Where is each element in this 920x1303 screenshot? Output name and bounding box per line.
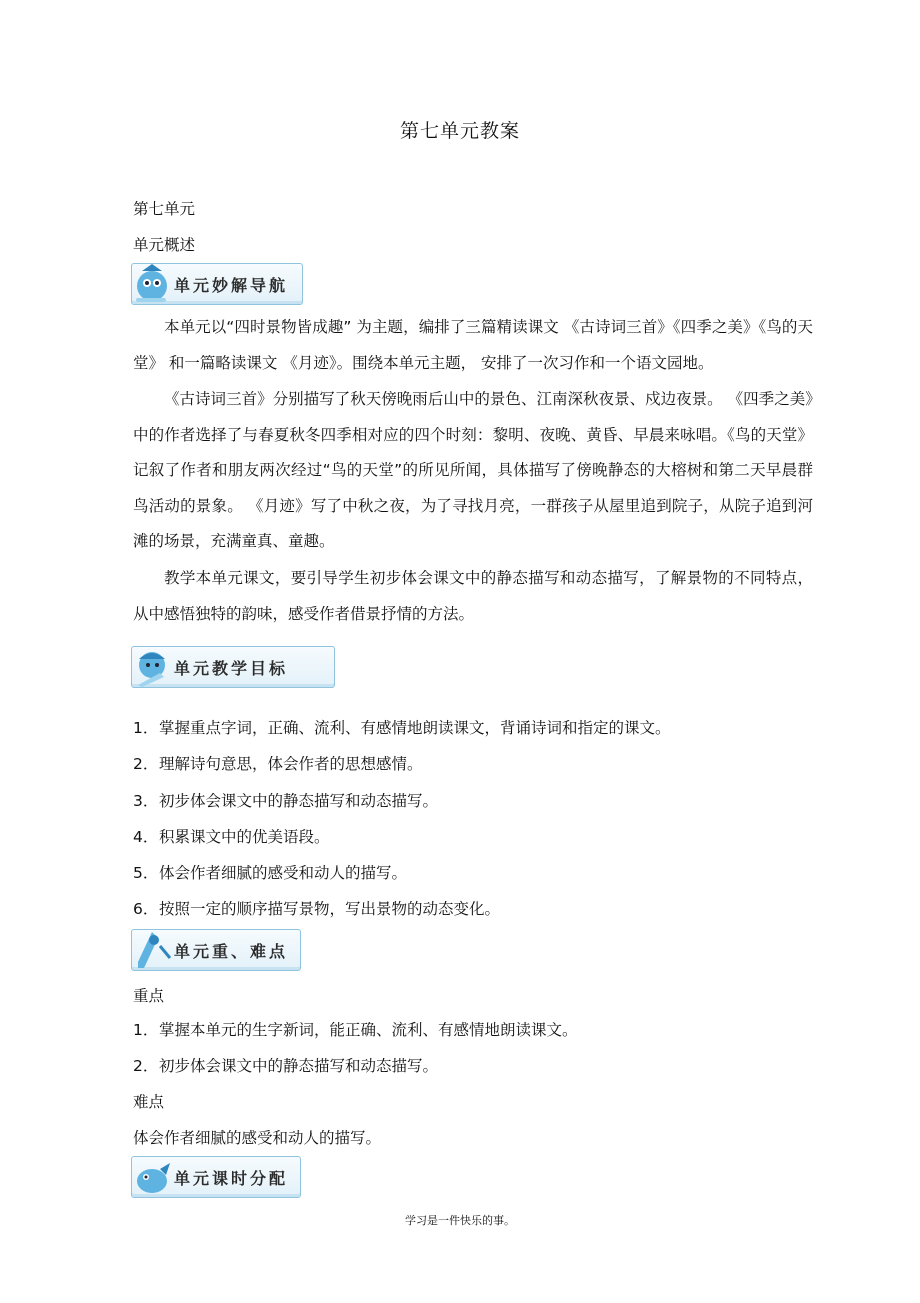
banner-schedule bbox=[131, 1156, 301, 1198]
student-icon bbox=[130, 645, 176, 689]
page-title: 第七单元教案 bbox=[399, 120, 520, 142]
overview-paragraph-1: 本单元以“四时景物皆成趣” 为主题，编排了三篇精读课文 《古诗词三首》《四季之美》《鸟的天堂》 和一篇略读课文 《月迹》。围绕本单元主题， 安排了一次习作和一个语文园地。 bbox=[133, 318, 813, 372]
difficult-text: 体会作者细腻的感受和动人的描写。 bbox=[133, 1129, 382, 1147]
goal-item: 5．体会作者细腻的感受和动人的描写。 bbox=[133, 864, 408, 882]
banner-text: 单元重、难点 bbox=[174, 942, 289, 961]
mascot-icon bbox=[130, 262, 176, 306]
key-item: 2．初步体会课文中的静态描写和动态描写。 bbox=[133, 1057, 439, 1075]
overview-paragraph-3: 教学本单元课文，要引导学生初步体会课文中的静态描写和动态描写，了解景物的不同特点，从中感悟独特的韵味，感受作者借景抒情的方法。 bbox=[133, 569, 813, 623]
banner-text: 单元课时分配 bbox=[174, 1169, 289, 1188]
banner-key-points bbox=[131, 929, 301, 971]
goal-item: 4．积累课文中的优美语段。 bbox=[133, 828, 330, 846]
goal-item: 1．掌握重点字词，正确、流利、有感情地朗读课文，背诵诗词和指定的课文。 bbox=[133, 719, 671, 737]
banner-unit-guide bbox=[131, 263, 303, 305]
banner-text: 单元教学目标 bbox=[174, 659, 289, 678]
unit-label: 第七单元 bbox=[133, 200, 196, 218]
banner-unit-goals bbox=[131, 646, 335, 688]
goal-item: 2．理解诗句意思，体会作者的思想感情。 bbox=[133, 755, 423, 773]
banner-text: 单元妙解导航 bbox=[174, 276, 289, 295]
difficult-label: 难点 bbox=[133, 1093, 165, 1111]
bird-icon bbox=[130, 1155, 176, 1199]
page-footer: 学习是一件快乐的事。 bbox=[405, 1214, 515, 1227]
goal-item: 3．初步体会课文中的静态描写和动态描写。 bbox=[133, 792, 439, 810]
key-item: 1．掌握本单元的生字新词，能正确、流利、有感情地朗读课文。 bbox=[133, 1021, 578, 1039]
goal-item: 6．按照一定的顺序描写景物，写出景物的动态变化。 bbox=[133, 900, 501, 918]
overview-label: 单元概述 bbox=[133, 236, 196, 254]
overview-paragraph-2: 《古诗词三首》分别描写了秋天傍晚雨后山中的景色、江南深秋夜景、戍边夜景。 《四季之美》中的作者选择了与春夏秋冬四季相对应的四个时刻：黎明、夜晚、黄昏、早晨来咏唱。《鸟的天堂》记叙了作者和朋友两次经过“鸟的天堂”的所见所闻，具体描写了傍晚静态的大榕树和第二天早晨群鸟活动的景象。 《月迹》写了中秋之夜，为了寻找月亮，一群孩子从屋里追到院子，从院子追到河滩的场景，充满童真、童趣。 bbox=[133, 390, 813, 550]
pencil-figure-icon bbox=[130, 928, 176, 972]
key-label: 重点 bbox=[133, 987, 165, 1005]
